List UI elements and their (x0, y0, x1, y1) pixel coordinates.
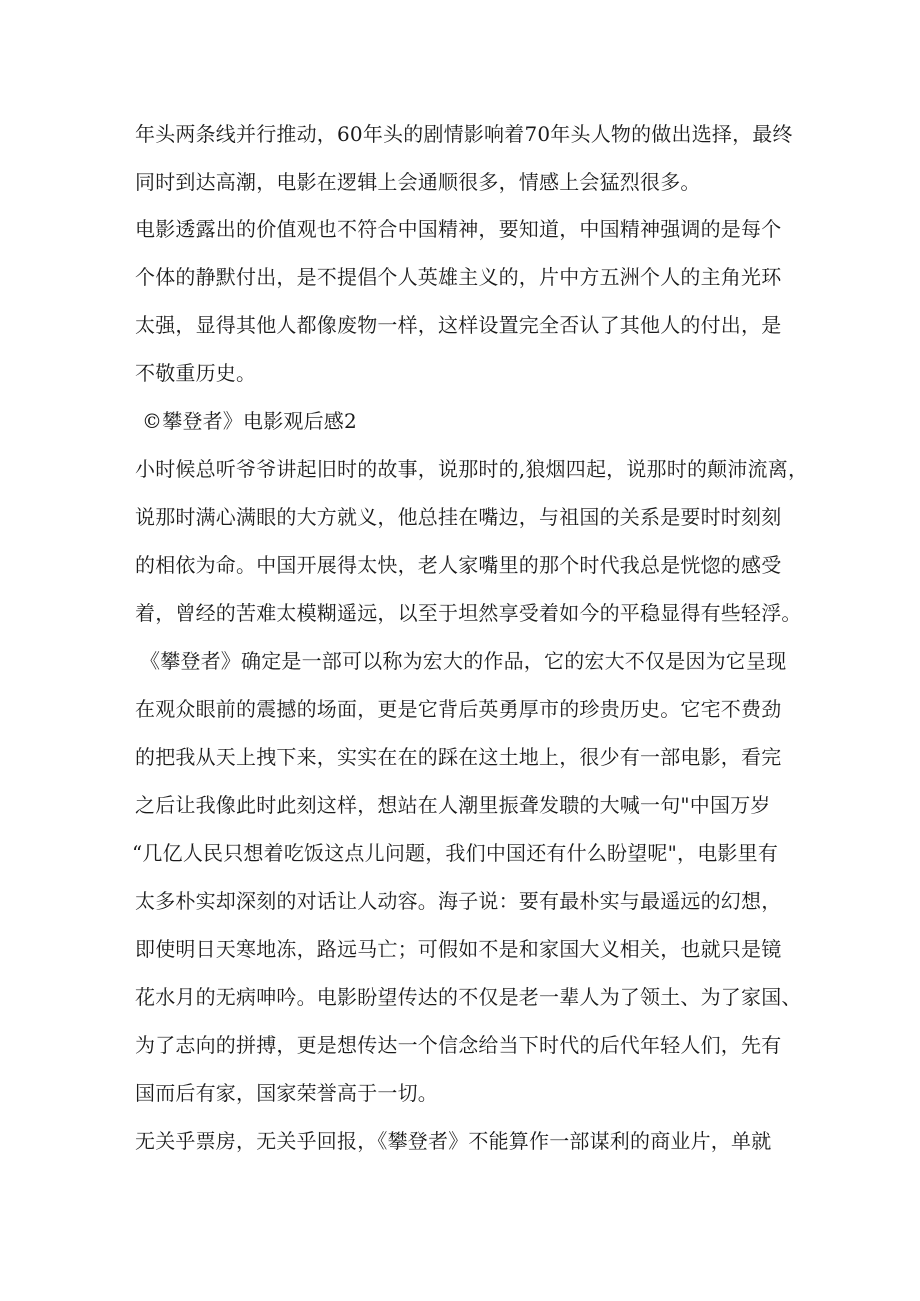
paragraph-4-line-3: 的把我从天上拽下来，实实在在的踩在这土地上，很少有一部电影，看完 (135, 745, 782, 769)
paragraph-5-line-1: 无关乎票房，无关乎回报，《攀登者》不能算作一部谋利的商业片，单就 (135, 1129, 772, 1153)
paragraph-4-line-10: 国而后有家，国家荣誉高于一切。 (135, 1081, 438, 1105)
paragraph-2-line-2: 个体的静默付出，是不提倡个人英雄主义的，片中方五洲个人的主角光环 (135, 265, 782, 289)
paragraph-3-line-4: 着，曾经的苦难太模糊遥远，以至于坦然享受着如今的平稳显得有些轻浮。 (135, 601, 802, 625)
paragraph-1-line-1: 年头两条线并行推动，60年头的剧情影响着70年头人物的做出选择，最终 (135, 122, 793, 146)
paragraph-4-line-2: 在观众眼前的震撼的场面，更是它背后英勇厚市的珍贵历史。它宅不费劲 (135, 697, 782, 721)
paragraph-2-line-4: 不敬重历史。 (135, 361, 257, 385)
paragraph-4-line-1: 《攀登者》确定是一部可以称为宏大的作品，它的宏大不仅是因为它呈现 (140, 649, 787, 673)
paragraph-4-line-8: 花水月的无病呻吟。电影盼望传达的不仅是老一辈人为了领土、为了家国、 (135, 985, 802, 1009)
paragraph-4-line-6: 太多朴实却深刻的对话让人动容。海子说：要有最朴实与最遥远的幻想， (135, 889, 782, 913)
section-heading: ©攀登者》电影观后感2 (142, 409, 357, 433)
paragraph-4-line-4: 之后让我像此时此刻这样，想站在人潮里振聋发聩的大喊一句"中国万岁 (135, 793, 771, 817)
paragraph-3-line-1: 小时候总听爷爷讲起旧时的故事，说那时的,狼烟四起，说那时的颠沛流离， (135, 457, 809, 481)
paragraph-1-line-2: 同时到达高潮，电影在逻辑上会通顺很多，情感上会猛烈很多。 (135, 170, 701, 194)
paragraph-3-line-2: 说那时满心满眼的大方就义，他总挂在嘴边，与祖国的关系是要时时刻刻 (135, 505, 782, 529)
paragraph-4-line-7: 即使明日天寒地冻，路远马亡；可假如不是和家国大义相关，也就只是镜 (135, 937, 782, 961)
paragraph-4-line-9: 为了志向的拼搏，更是想传达一个信念给当下时代的后代年轻人们，先有 (135, 1033, 782, 1057)
paragraph-2-line-1: 电影透露出的价值观也不符合中国精神，要知道，中国精神强调的是每个 (135, 217, 782, 241)
paragraph-4-line-5: “几亿人民只想着吃饭这点儿问题，我们中国还有什么盼望呢"，电影里有 (132, 841, 779, 865)
paragraph-2-line-3: 太强，显得其他人都像废物一样，这样设置完全否认了其他人的付出，是 (135, 313, 782, 337)
paragraph-3-line-3: 的相依为命。中国开展得太快，老人家嘴里的那个时代我总是恍惚的感受 (135, 553, 782, 577)
